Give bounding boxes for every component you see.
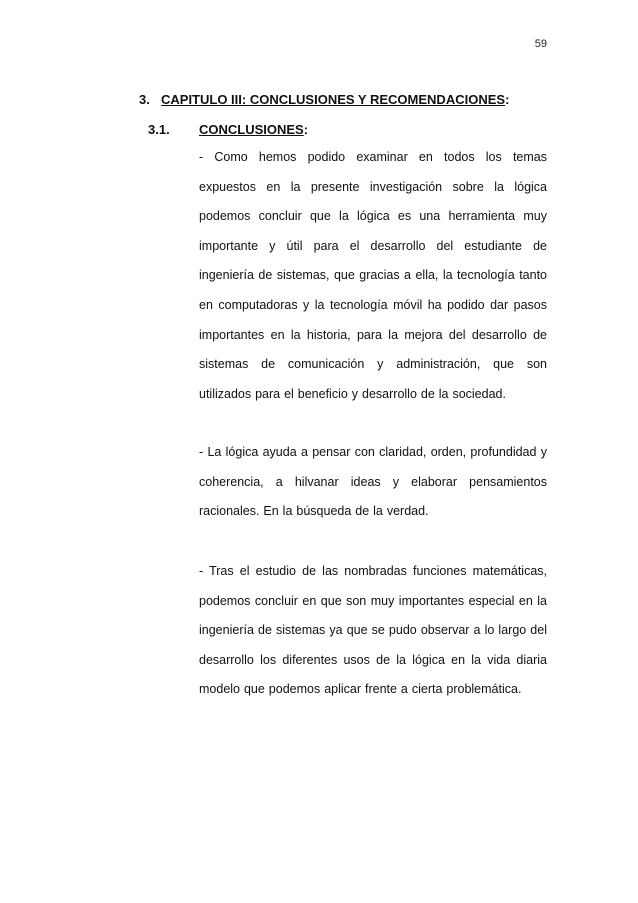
chapter-title: CAPITULO III: CONCLUSIONES Y RECOMENDACIONES — [161, 92, 506, 107]
conclusion-paragraph-2: - La lógica ayuda a pensar con claridad, orden, profundidad y coherencia, a hilvanar ideas y elaborar pensamientos racionales. En la búsqueda de la verdad. — [199, 445, 547, 519]
section-number: 3.1. — [148, 122, 170, 137]
conclusion-paragraph-3: - Tras el estudio de las nombradas funciones matemáticas, podemos concluir en que son muy importantes especial en la ingeniería de sistemas ya que se pudo observar a lo largo del desarrollo los diferentes usos de la lógica en la vida diaria modelo que podemos aplicar frente a cierta problemática. — [199, 564, 547, 697]
chapter-number: 3. — [139, 92, 150, 107]
section-title: CONCLUSIONES — [199, 122, 304, 137]
conclusion-paragraph-1: - Como hemos podido examinar en todos los temas expuestos en la presente investigación sobre la lógica podemos concluir que la lógica es una herramienta muy importante y útil para el desarrollo del estudiante de ingeniería de sistemas, que gracias a ella, la tecnología tanto en computadoras y la tecnología móvil ha podido dar pasos importantes en la historia, para la mejora del desarrollo de sistemas de comunicación y administración, que son utilizados para el beneficio y desarrollo de la sociedad. — [199, 150, 547, 401]
chapter-title-suffix: : — [505, 92, 510, 107]
page-number: 59 — [534, 38, 547, 50]
chapter-heading — [139, 92, 509, 107]
section-heading — [148, 122, 308, 137]
section-title-suffix: : — [303, 122, 309, 137]
